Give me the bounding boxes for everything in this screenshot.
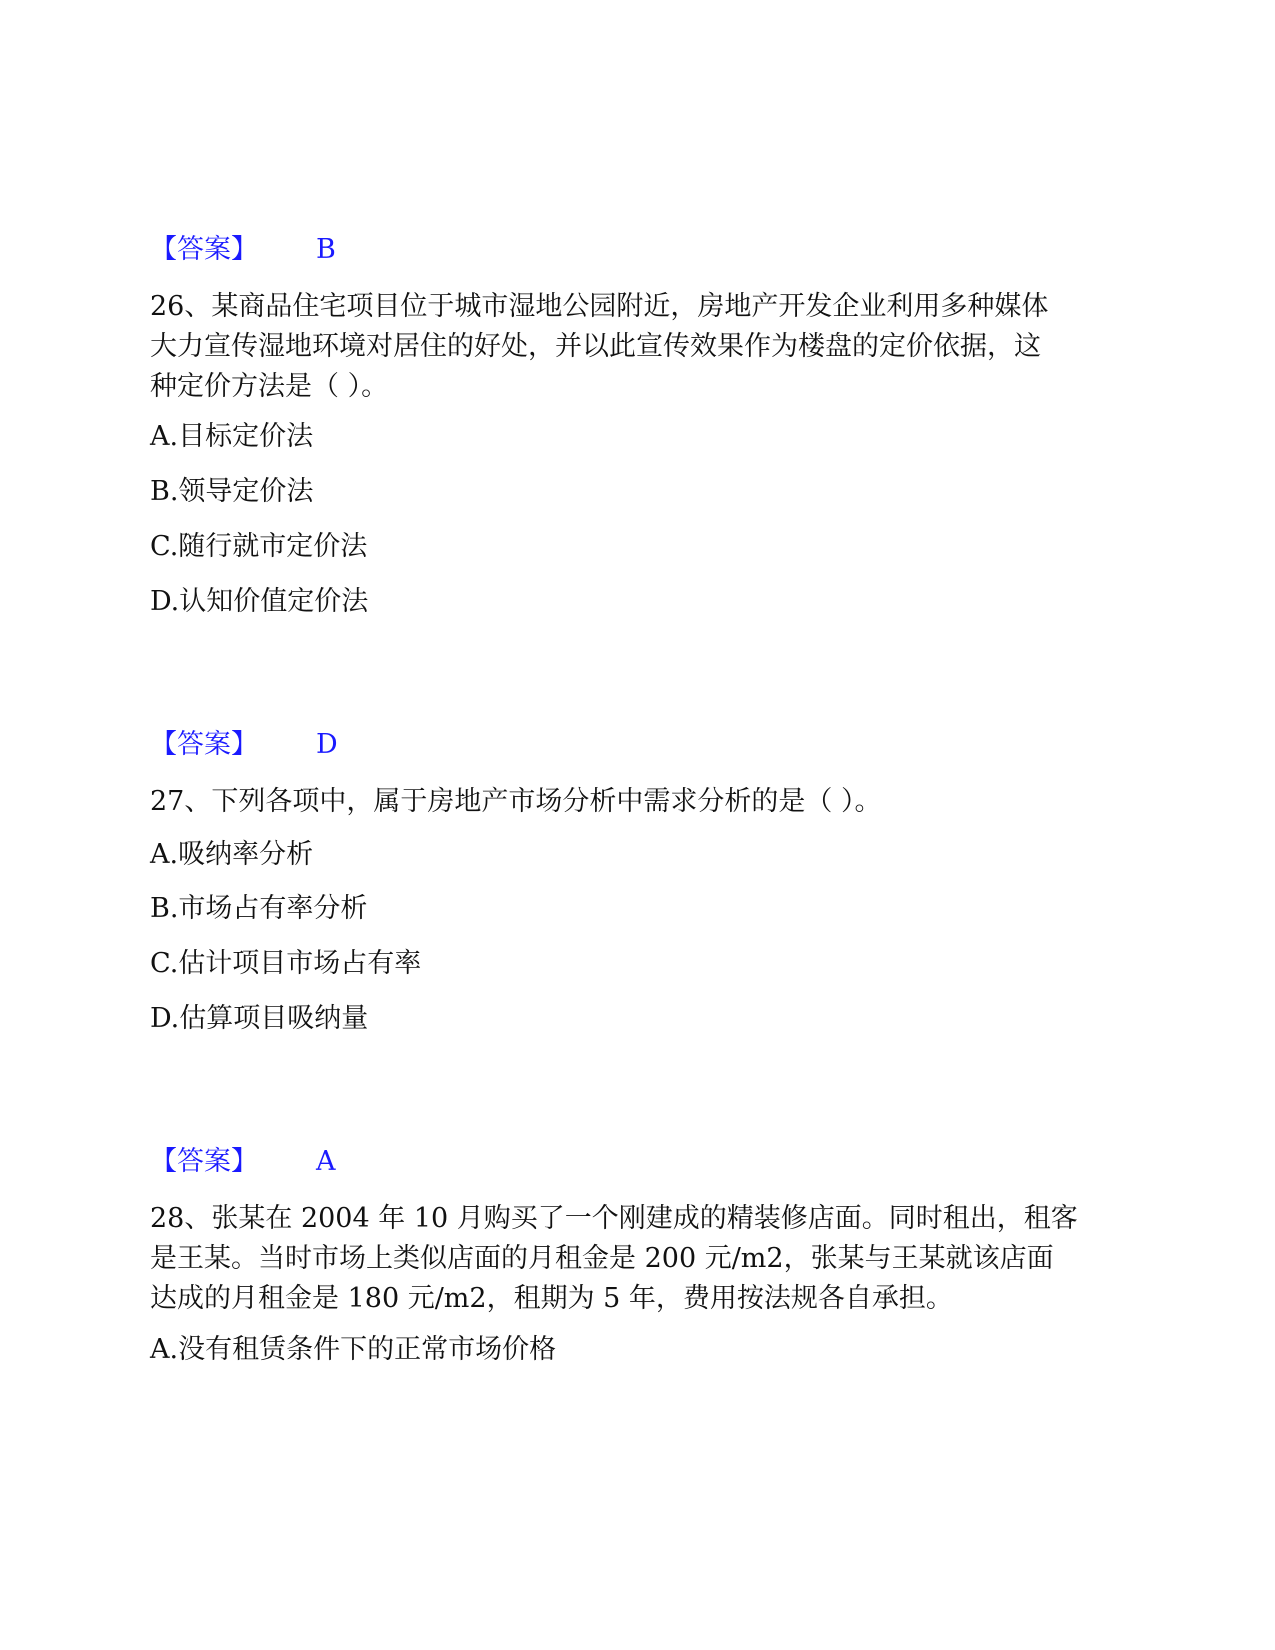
question-27-stem xyxy=(150,782,1130,822)
question-27-option-b: B.市场占有率分析 xyxy=(150,893,368,924)
question-28-stem xyxy=(150,1199,1130,1319)
question-26-option-d: D.认知价值定价法 xyxy=(150,586,369,617)
stem-line: 27、下列各项中，属于房地产市场分析中需求分析的是（ ）。 xyxy=(150,786,882,817)
answer-line-27 xyxy=(150,1145,336,1179)
question-26-stem xyxy=(150,287,1130,407)
question-26-option-a: A.目标定价法 xyxy=(150,421,314,452)
question-27-option-d: D.估算项目吸纳量 xyxy=(150,1003,369,1034)
answer-value: D xyxy=(316,729,338,760)
question-26-option-b: B.领导定价法 xyxy=(150,476,314,507)
question-26-option-c: C.随行就市定价法 xyxy=(150,531,368,562)
stem-line: 28、张某在 2004 年 10 月购买了一个刚建成的精装修店面。同时租出，租客 xyxy=(150,1203,1078,1234)
stem-line: 大力宣传湿地环境对居住的好处，并以此宣传效果作为楼盘的定价依据，这 xyxy=(150,331,1041,362)
answer-tag: 【答案】 xyxy=(150,1146,258,1177)
answer-tag: 【答案】 xyxy=(150,729,258,760)
question-27-option-a: A.吸纳率分析 xyxy=(150,839,314,870)
question-28-option-a: A.没有租赁条件下的正常市场价格 xyxy=(150,1334,557,1365)
stem-line: 26、某商品住宅项目位于城市湿地公园附近，房地产开发企业利用多种媒体 xyxy=(150,291,1049,322)
stem-line: 达成的月租金是 180 元/m2，租期为 5 年，费用按法规各自承担。 xyxy=(150,1283,953,1314)
answer-line-prev xyxy=(150,233,336,267)
answer-line-26 xyxy=(150,728,338,762)
answer-value: B xyxy=(316,234,336,265)
answer-tag: 【答案】 xyxy=(150,234,258,265)
question-27-option-c: C.估计项目市场占有率 xyxy=(150,948,422,979)
answer-value: A xyxy=(316,1146,336,1177)
stem-line: 是王某。当时市场上类似店面的月租金是 200 元/m2，张某与王某就该店面 xyxy=(150,1243,1054,1274)
stem-line: 种定价方法是（ ）。 xyxy=(150,371,389,402)
